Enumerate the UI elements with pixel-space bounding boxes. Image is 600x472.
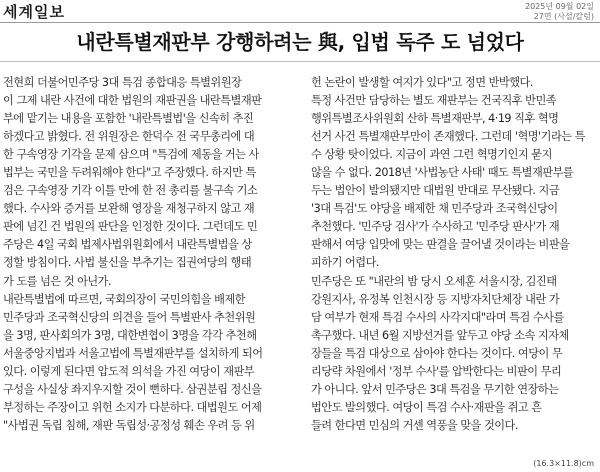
article-text-line: 촉구했다. 내년 6월 지방선거를 앞두고 야당 소속 지자체 [311, 328, 569, 342]
headline: 내란특별재판부 강행하려는 與, 입법 독주 도 넘었다 [76, 30, 524, 54]
article-text-line: 수 상황 탓이었다. 지금이 과연 그런 혁명기인지 묻지 [311, 148, 552, 162]
article-text-line: 주당은 4일 국회 법제사법위원회에서 내란특별법을 상 [3, 238, 252, 252]
article-text-line: 추천했다. '민주당 검사'가 수사하고 '민주당 판사'가 재 [311, 220, 560, 234]
article-text-line: 법부는 국민을 두려워해야 한다"고 주장했다. 하지만 특 [3, 166, 256, 180]
article-text-line: 정할 방침이다. 사법 불신을 부추기는 집권여당의 행태 [3, 256, 252, 270]
article-text-line: 한 구속영장 기각을 문제 삼으며 "특검에 제동을 거는 사 [3, 148, 259, 162]
article-text-line: 민주당과 조국혁신당의 의견을 들어 특별판사 추천위원 [3, 310, 256, 324]
article-text-line: 있다. 이렇게 된다면 압도적 의석을 가진 여당이 재판부 [3, 364, 255, 378]
article-text-line: 민주당은 또 "내란의 밤 당시 오세훈 서울시장, 김진태 [311, 274, 557, 288]
article-text-line: 부에 맡기는 내용을 포함한 '내란특별법'을 신속히 추진 [3, 112, 254, 126]
article-text-line: 서울중앙지법과 서울고법에 특별재판부를 설치하게 되어 [3, 346, 263, 360]
article-text-line: 피하기 어렵다. [311, 256, 379, 270]
top-divider [0, 22, 600, 23]
article-text-line: 가 도를 넘은 것 아닌가. [3, 274, 112, 288]
article-text-line: 리당략 차원에서 '정부 수사'를 압박한다는 비판이 무리 [311, 364, 562, 378]
article-text-line: 하겠다고 밝혔다. 전 위원장은 한덕수 전 국무총리에 대 [3, 130, 255, 144]
page-section: 27면 (사설/칼럼) [533, 12, 594, 21]
article-column-left [3, 74, 289, 435]
article-text-line: 내란특별법에 따르면, 국회의장이 국민의힘을 배제한 [3, 292, 246, 306]
dateline [525, 2, 594, 22]
article-text-line: 판에 넘긴 건 법원의 판단을 인정한 것이다. 그런데도 민 [3, 220, 258, 234]
masthead [0, 0, 600, 22]
article-text-line: "사법권 독립 침해, 재판 독립성·공정성 훼손 우려 등 위 [3, 418, 255, 432]
article-text-line: 했다. 수사와 증거를 보완해 영장을 재청구하지 않고 재 [3, 202, 255, 216]
article-text-line: 법안도 발의했다. 여당이 특검 수사·재판을 쥐고 흔 [311, 400, 542, 414]
clipping-size-note: (16.3×11.8)cm [533, 459, 594, 468]
publication-date: 2025년 09월 02일 [525, 2, 594, 11]
article-text-line: 두는 법안이 발의됐지만 대법원 반대로 무산됐다. 지금 [311, 184, 560, 198]
article-text-line: 않을 수 없다. 2018년 '사법농단 사태' 때도 특별재판부를 [311, 166, 574, 180]
article-text-line: 전현희 더불어민주당 3대 특검 종합대응 특별위원장 [3, 76, 242, 89]
article-text-line: 강원지사, 유정복 인천시장 등 지방자치단체장 내란 가 [311, 292, 560, 306]
article-text-line: 이 그제 내란 사건에 대한 법원의 재판권을 내란특별재판 [3, 94, 262, 108]
article-text-line: 가 아니다. 앞서 민주당은 3대 특검을 무기한 연장하는 [311, 382, 559, 396]
article-text-line: 을 3명, 판사회의가 3명, 대한변협이 3명을 각각 추천해 [3, 328, 257, 342]
headline-divider [0, 61, 600, 62]
article-text-line: 판해서 여당 입맛에 맞는 판결을 끌어낼 것이라는 비판을 [311, 238, 570, 252]
article-text-line: 담 여부가 현재 특검 수사의 사각지대"라며 특검 수사를 [311, 310, 564, 324]
newspaper-name: 세계일보 [3, 3, 65, 21]
article-body [0, 74, 600, 458]
article-text-line: 들려 한다면 민심의 거센 역풍을 맞을 것이다. [311, 418, 518, 432]
article-text-line: 특정 사건만 담당하는 별도 재판부는 건국직후 반민족 [311, 94, 557, 108]
article-text-line: 검은 구속영장 기각 이틀 만에 한 전 총리를 불구속 기소 [3, 184, 258, 198]
article-text-line: 행위특별조사위원회 산하 특별재판부, 4·19 직후 혁명 [311, 112, 559, 126]
article-text-line: 장들을 특검 대상으로 삼아야 한다는 것이다. 여당이 무 [311, 346, 563, 360]
article-text-line: 선거 사건 특별재판부만이 존재했다. 그런데 '혁명'기라는 특 [311, 130, 585, 144]
article-text-line: 부정하는 주장이고 위헌 소지가 다분하다. 대법원도 어제 [3, 400, 262, 414]
article-text-line: 헌 논란이 발생할 여지가 있다"고 정면 반박했다. [311, 76, 533, 89]
article-column-right [311, 74, 597, 435]
article-text-line: '3대 특검'도 야당을 배제한 채 민주당과 조국혁신당이 [311, 202, 558, 216]
article-text-line: 구성을 사실상 좌지우지할 것이 뻔하다. 삼권분립 정신을 [3, 382, 262, 396]
